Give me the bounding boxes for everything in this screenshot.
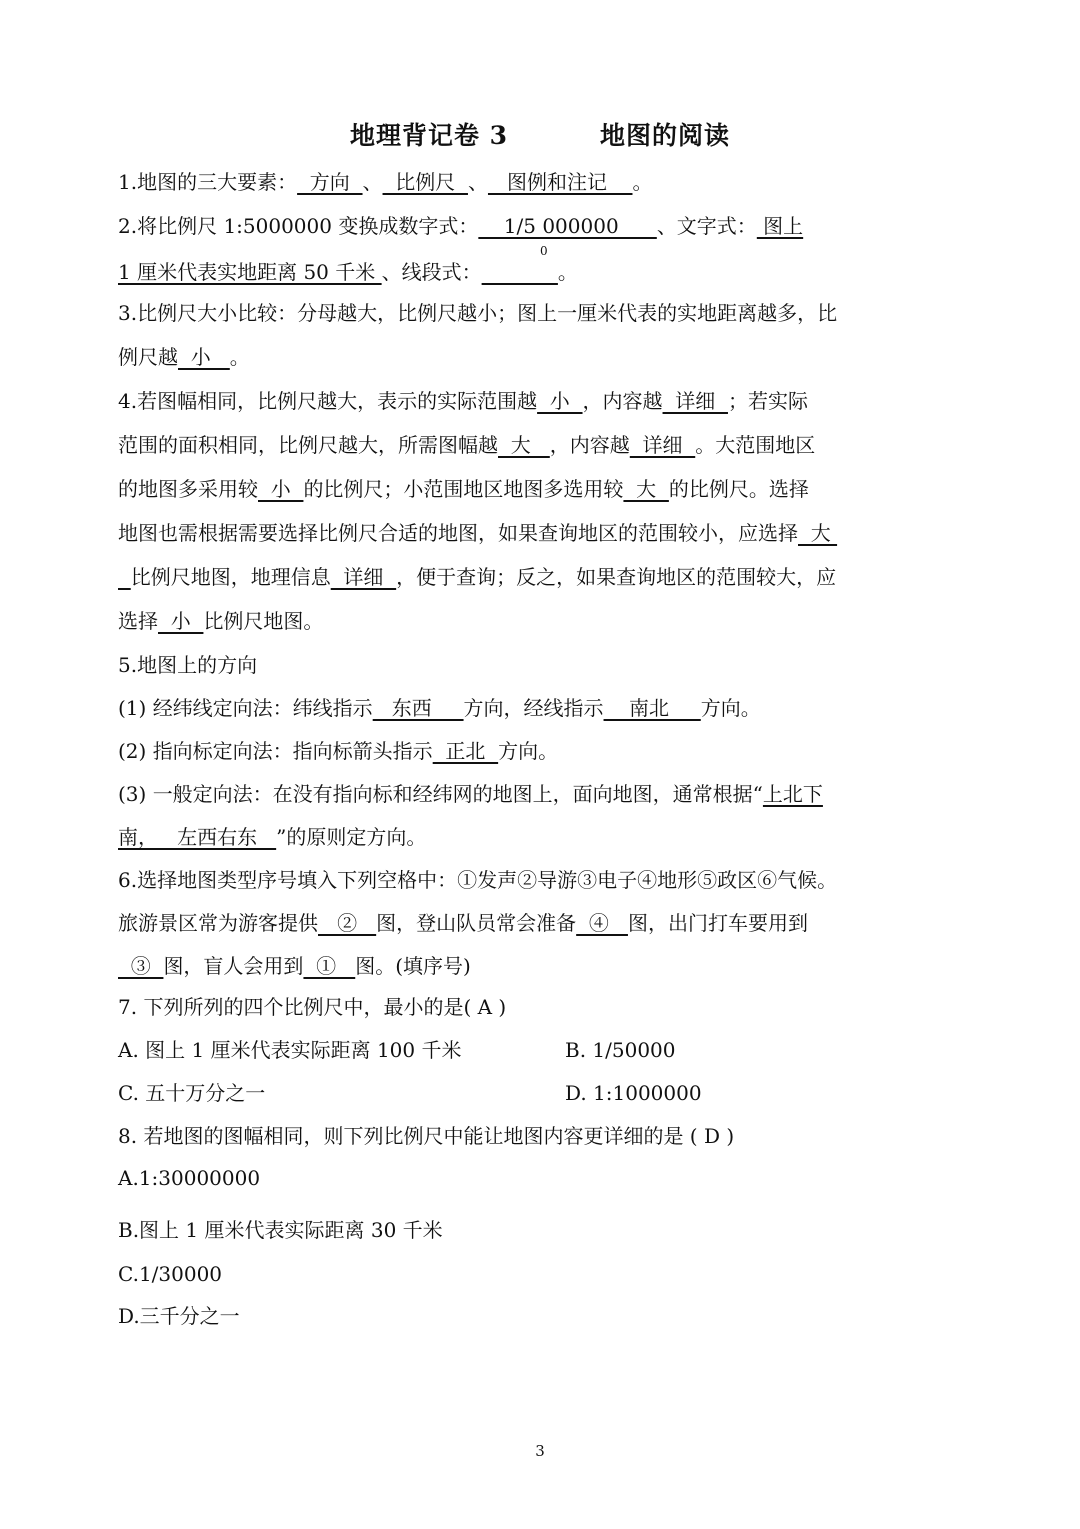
- answer-blank: 大: [798, 521, 838, 545]
- question-8-stem: 8. 若地图的图幅相同，则下列比例尺中能让地图内容更详细的是 ( D ): [118, 1124, 735, 1148]
- question-7-option-b: B. 1/50000: [565, 1038, 676, 1062]
- answer-blank: 详细: [662, 389, 728, 413]
- question-6-line-3: ③ 图，盲人会用到 ① 图。(填序号): [118, 954, 471, 978]
- question-5-sub-2: (2) 指向标定向法：指向标箭头指示 正北 方向。: [118, 739, 559, 763]
- answer-blank: 南，: [118, 825, 158, 849]
- answer-blank: 南北: [603, 696, 701, 720]
- question-1: 1.地图的三大要素： 方向 、 比例尺 、 图例和注记 。: [118, 170, 653, 194]
- page-title: [0, 116, 1080, 152]
- answer-blank: [482, 260, 558, 284]
- question-8-option-a: A.1:30000000: [118, 1166, 261, 1190]
- question-5-sub-3-line-1: (3) 一般定向法：在没有指向标和经纬网的地图上，面向地图，通常根据“上北下: [118, 782, 823, 806]
- answer-blank: 左西右东: [158, 825, 277, 849]
- question-7-stem: 7. 下列所列的四个比例尺中，最小的是( A ): [118, 995, 507, 1019]
- question-8-option-c: C.1/30000: [118, 1262, 223, 1286]
- question-3-line-2: 例尺越 小 。: [118, 345, 250, 369]
- answer-blank: 小: [178, 345, 230, 369]
- answer-blank: 小: [258, 477, 304, 501]
- question-2-line-2: 1 厘米代表实地距离 50 千米 、线段式： 。: [118, 260, 578, 284]
- answer-letter: A: [477, 995, 493, 1019]
- answer-blank: ②: [318, 911, 377, 935]
- question-4-line-4: 地图也需根据需要选择比例尺合适的地图，如果查询地区的范围较小，应选择 大: [118, 521, 838, 545]
- answer-blank: 上北下: [762, 782, 823, 806]
- answer-blank: 1 厘米代表实地距离 50 千米: [118, 260, 382, 284]
- question-6-line-2: 旅游景区常为游客提供 ② 图，登山队员常会准备 ④ 图，出门打车要用到: [118, 911, 808, 935]
- answer-letter: D: [703, 1124, 721, 1148]
- page-number: 3: [535, 1442, 545, 1460]
- question-4-line-5: 比例尺地图，地理信息 详细 ，便于查询；反之，如果查询地区的范围较大，应: [130, 565, 837, 589]
- question-6-line-1: 6.选择地图类型序号填入下列空格中：①发声②导游③电子④地形⑤政区⑥气候。: [118, 868, 838, 892]
- answer-blank: 方向: [297, 170, 363, 194]
- question-7-option-d: D. 1:1000000: [565, 1081, 702, 1105]
- answer-blank: 大: [498, 433, 550, 457]
- question-5-sub-1: (1) 经纬线定向法：纬线指示 东西 方向，经线指示 南北 方向。: [118, 696, 761, 720]
- answer-blank: 大: [623, 477, 669, 501]
- title-main: 地理背记卷 3: [349, 121, 509, 150]
- question-5-heading: 5.地图上的方向: [118, 653, 258, 677]
- question-3-line-1: 3.比例尺大小比较：分母越大，比例尺越小；图上一厘米代表的实地距离越多，比: [118, 301, 838, 325]
- answer-blank: 图上: [756, 214, 804, 238]
- answer-blank: 正北: [432, 739, 499, 763]
- answer-blank: ④: [576, 911, 628, 935]
- answer-blank: 详细: [330, 565, 397, 589]
- answer-blank: 图例和注记: [487, 170, 633, 194]
- question-5-sub-3-line-2: 南， 左西右东 ”的原则定方向。: [118, 825, 427, 849]
- question-4-line-3: 的地图多采用较 小 的比例尺；小范围地区地图多选用较 大 的比例尺。选择: [118, 477, 809, 501]
- question-7-option-a: A. 图上 1 厘米代表实际距离 100 千米: [118, 1038, 462, 1062]
- question-4-line-2: 范围的面积相同，比例尺越大，所需图幅越 大 ，内容越 详细 。大范围地区: [118, 433, 816, 457]
- answer-blank: 小: [158, 609, 204, 633]
- question-8-option-b: B.图上 1 厘米代表实际距离 30 千米: [118, 1218, 443, 1242]
- question-7-option-c: C. 五十万分之一: [118, 1081, 266, 1105]
- answer-blank: 东西: [372, 696, 464, 720]
- answer-blank: 小: [537, 389, 583, 413]
- answer-blank: 1/5 000000: [478, 214, 657, 238]
- answer-blank: ③: [118, 954, 164, 978]
- title-sub: 地图的阅读: [600, 121, 731, 150]
- scale-bar-zero-label: 0: [540, 244, 548, 258]
- question-4-line-1: 4.若图幅相同，比例尺越大，表示的实际范围越 小 ，内容越 详细 ；若实际: [118, 389, 808, 413]
- question-2-line-1: 2.将比例尺 1:5000000 变换成数字式： 1/5 000000 、文字式： 图上: [118, 214, 804, 238]
- answer-blank: ①: [303, 954, 356, 978]
- question-4-line-6: 选择 小 比例尺地图。: [118, 609, 324, 633]
- answer-blank: 比例尺: [382, 170, 468, 194]
- question-8-option-d: D.三千分之一: [118, 1304, 240, 1328]
- answer-blank: 详细: [629, 433, 696, 457]
